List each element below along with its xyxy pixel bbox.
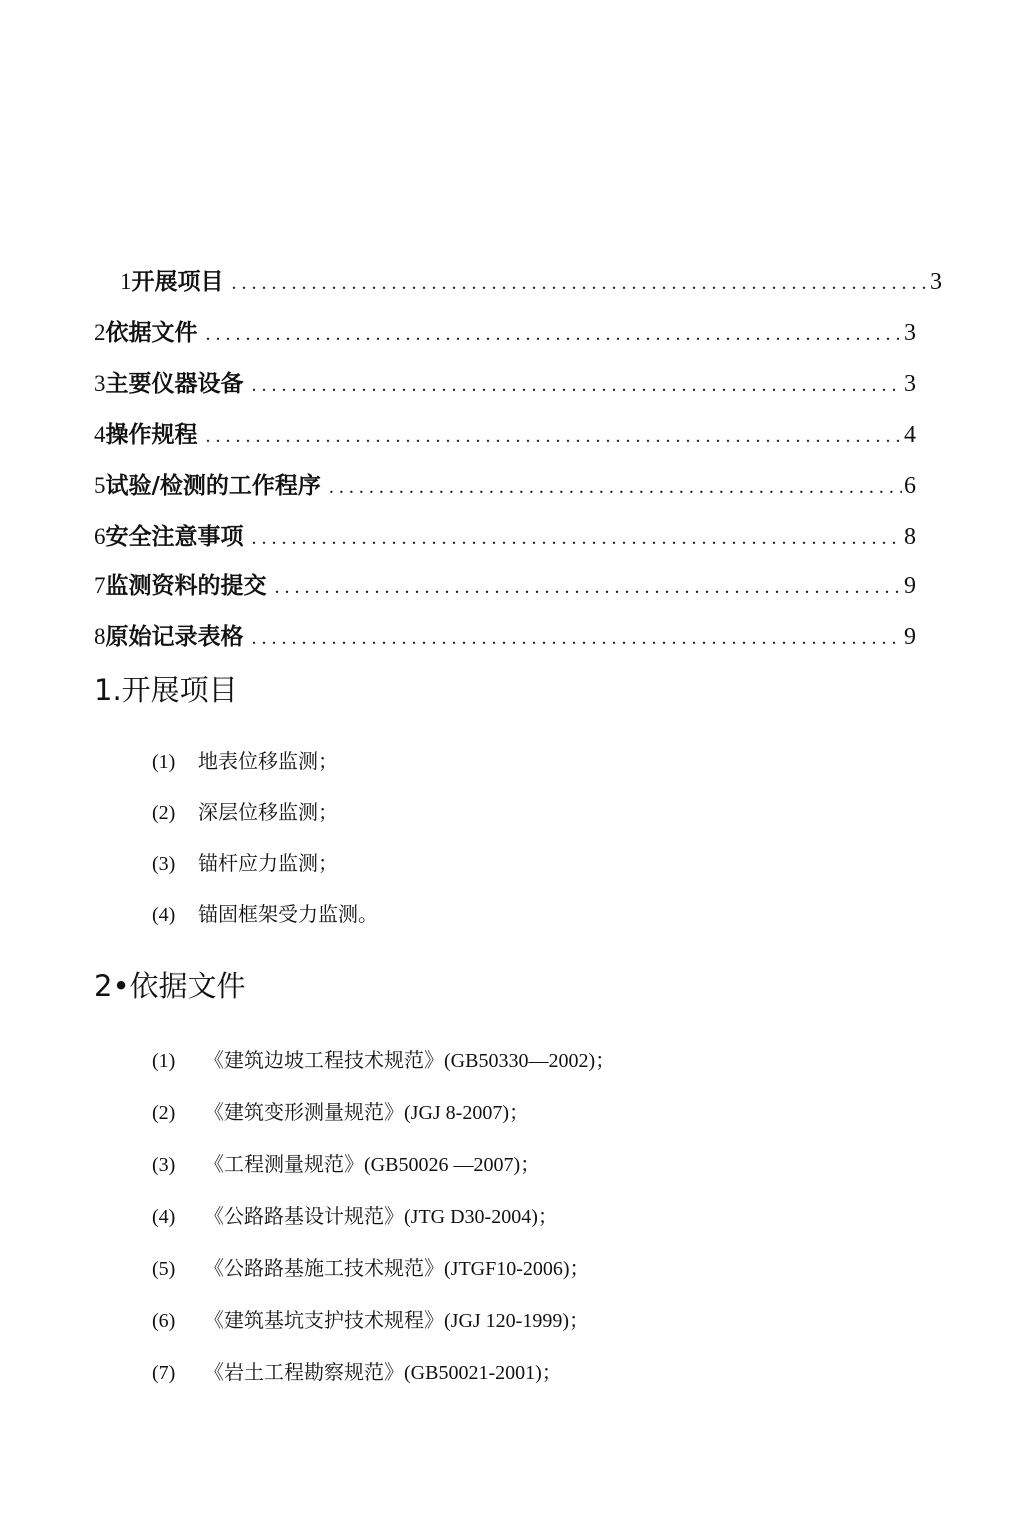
toc-entry-number: 7	[94, 573, 106, 598]
toc-entry-8[interactable]	[94, 621, 916, 653]
toc-entry-title: 原始记录表格	[105, 624, 244, 650]
toc-leader-dots	[275, 571, 903, 603]
reference-code: (GB50026 —2007)；	[364, 1154, 541, 1176]
toc-entry-title: 操作规程	[105, 422, 198, 448]
toc-entry-4[interactable]	[94, 419, 916, 451]
toc-entry-number: 6	[94, 524, 106, 549]
toc-entry-number: 1	[120, 269, 132, 294]
reference-item	[152, 1357, 562, 1388]
toc-entry-page: 8	[904, 524, 916, 550]
toc-entry-page: 3	[930, 269, 942, 295]
toc-entry-page: 9	[904, 573, 916, 599]
toc-entry-number: 5	[94, 473, 106, 498]
toc-entry-5[interactable]	[94, 470, 916, 502]
reference-item	[152, 1253, 590, 1284]
toc-leader-dots	[232, 267, 929, 299]
list-item-text: 锚杆应力监测；	[198, 851, 338, 875]
toc-entry-page: 4	[904, 422, 916, 448]
toc-leader-dots	[252, 369, 903, 401]
toc-entry-6[interactable]	[94, 521, 916, 553]
list-item	[152, 899, 378, 930]
list-item-number: (1)	[152, 751, 176, 773]
list-item	[152, 746, 338, 777]
reference-number: (4)	[152, 1206, 176, 1228]
toc-leader-dots	[252, 622, 903, 654]
toc-leader-dots	[206, 318, 903, 350]
reference-number: (2)	[152, 1102, 176, 1124]
toc-entry-1[interactable]	[120, 266, 942, 298]
toc-entry-2[interactable]	[94, 317, 916, 349]
toc-entry-title: 开展项目	[131, 269, 224, 295]
toc-entry-title: 主要仪器设备	[105, 371, 244, 397]
reference-code: (JGJ 8-2007)；	[404, 1102, 529, 1124]
reference-title: 《建筑边坡工程技术规范》	[204, 1048, 444, 1072]
section-heading-2: 2•依据文件	[94, 969, 246, 1003]
reference-item	[152, 1045, 615, 1076]
toc-entry-title: 依据文件	[105, 320, 198, 346]
list-item	[152, 848, 338, 879]
reference-title: 《公路路基设计规范》	[204, 1204, 404, 1228]
toc-entry-3[interactable]	[94, 368, 916, 400]
toc-leader-dots	[252, 522, 903, 554]
reference-title: 《建筑变形测量规范》	[204, 1100, 404, 1124]
toc-entry-number: 4	[94, 422, 106, 447]
toc-entry-title: 监测资料的提交	[105, 573, 267, 599]
list-item-text: 深层位移监测；	[198, 800, 338, 824]
reference-code: (JGJ 120-1999)；	[444, 1310, 589, 1332]
toc-entry-page: 3	[904, 320, 916, 346]
toc-entry-number: 8	[94, 624, 106, 649]
reference-code: (GB50330—2002)；	[444, 1050, 616, 1072]
list-item-number: (4)	[152, 904, 176, 926]
list-item-text: 锚固框架受力监测。	[198, 902, 378, 926]
toc-entry-title: 安全注意事项	[105, 524, 244, 550]
list-item	[152, 797, 338, 828]
reference-title: 《建筑基坑支护技术规程》	[204, 1308, 444, 1332]
reference-code: (JTG D30-2004)；	[404, 1206, 558, 1228]
toc-entry-title: 试验/检测的工作程序	[105, 473, 321, 499]
reference-number: (1)	[152, 1050, 176, 1072]
reference-title: 《工程测量规范》	[204, 1152, 364, 1176]
list-item-number: (2)	[152, 802, 176, 824]
reference-item	[152, 1305, 589, 1336]
reference-title: 《公路路基施工技术规范》	[204, 1256, 444, 1280]
toc-leader-dots	[329, 471, 902, 503]
toc-entry-number: 2	[94, 320, 106, 345]
reference-code: (JTGF10-2006)；	[444, 1258, 590, 1280]
reference-number: (6)	[152, 1310, 176, 1332]
list-item-number: (3)	[152, 853, 176, 875]
reference-item	[152, 1097, 529, 1128]
reference-item	[152, 1201, 558, 1232]
toc-entry-page: 6	[904, 473, 916, 499]
section-heading-1: 1.开展项目	[94, 673, 238, 707]
reference-item	[152, 1149, 540, 1180]
toc-entry-page: 9	[904, 624, 916, 650]
reference-number: (7)	[152, 1362, 176, 1384]
list-item-text: 地表位移监测；	[198, 749, 338, 773]
reference-number: (3)	[152, 1154, 176, 1176]
reference-code: (GB50021-2001)；	[404, 1362, 562, 1384]
toc-entry-number: 3	[94, 371, 106, 396]
toc-entry-page: 3	[904, 371, 916, 397]
toc-leader-dots	[206, 420, 903, 452]
reference-number: (5)	[152, 1258, 176, 1280]
toc-entry-7[interactable]	[94, 570, 916, 602]
reference-title: 《岩土工程勘察规范》	[204, 1360, 404, 1384]
